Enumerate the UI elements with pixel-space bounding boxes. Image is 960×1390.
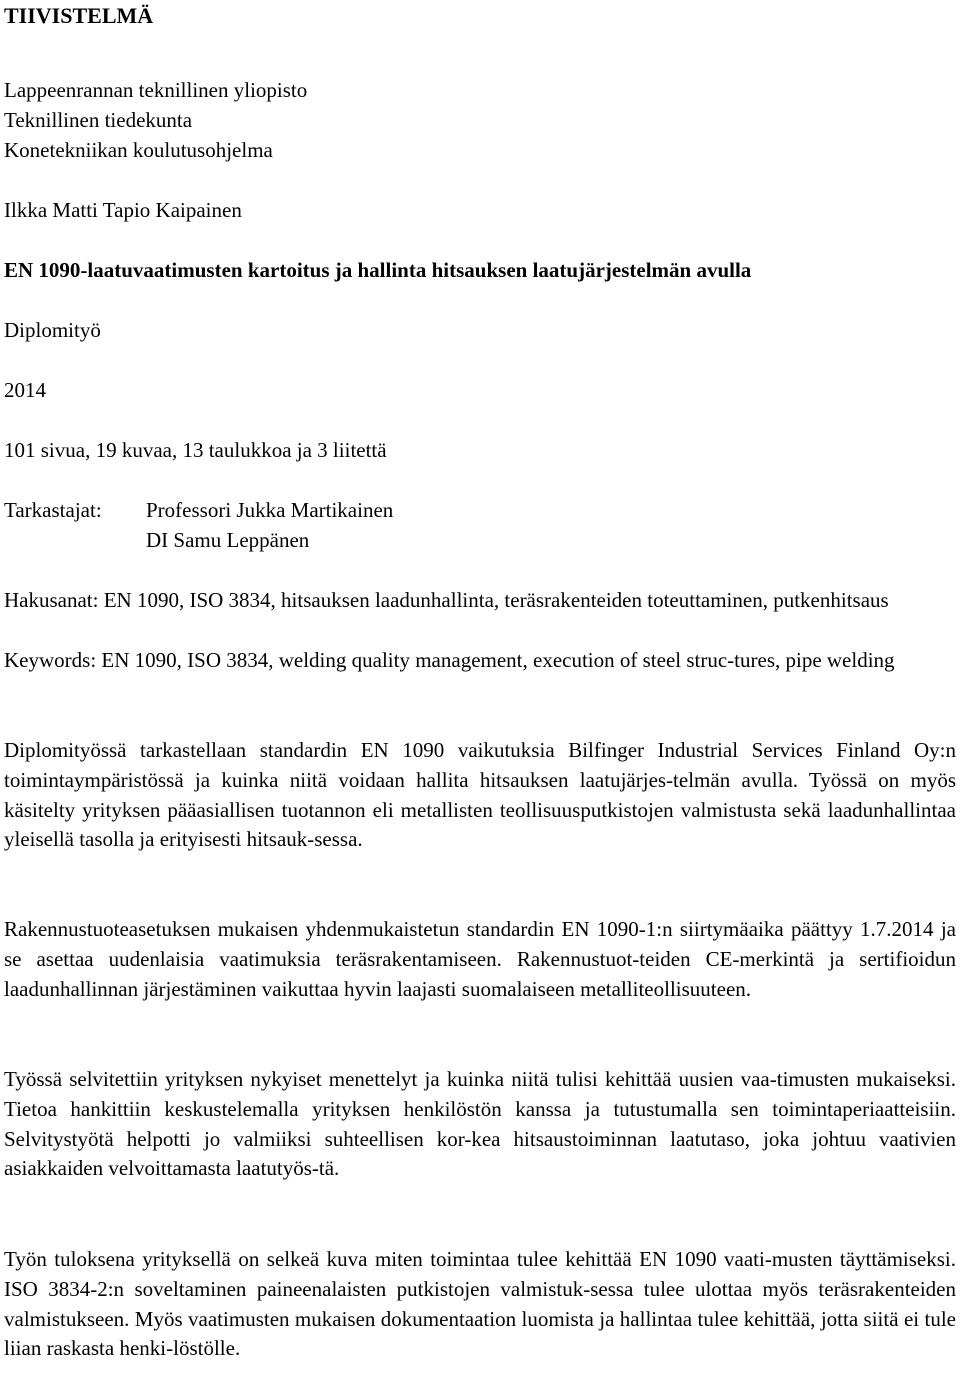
faculty-name: Teknillinen tiedekunta	[4, 108, 193, 132]
abstract-paragraph: Työn tuloksena yrityksellä on selkeä kuva miten toimintaa tulee kehittää EN 1090 vaati-musten täyttämiseksi. ISO 3834-2:n soveltaminen paineenalaisten putkistojen valmistuk-sessa tulee ulottaa myös teräsrakenteiden valmistukseen. Myös vaatimusten mukaisen dokumentaation luomista ja hallintaa tulee kehittää, jotta siitä ei tule liian raskasta henki-löstölle.	[4, 1247, 956, 1361]
thesis-type: Diplomityö	[4, 318, 101, 342]
thesis-year: 2014	[4, 378, 46, 402]
programme-name: Konetekniikan koulutusohjelma	[4, 138, 273, 162]
thesis-extent: 101 sivua, 19 kuvaa, 13 taulukkoa ja 3 liitettä	[4, 438, 387, 462]
reviewers-label: Tarkastajat:	[4, 498, 102, 522]
reviewer-name: DI Samu Leppänen	[146, 528, 310, 552]
thesis-title: EN 1090-laatuvaatimusten kartoitus ja hallinta hitsauksen laatujärjestelmän avulla	[4, 258, 752, 282]
abstract-paragraph: Työssä selvitettiin yrityksen nykyiset menettelyt ja kuinka niitä tulisi kehittää uusien vaa-timusten mukaiseksi. Tietoa hankittiin keskustelemalla yrityksen henkilöstön kanssa ja tutustumalla sen toimintaperiaatteisiin. Selvitystyötä helpotti jo valmiiksi suhteellisen kor-kea hitsaustoiminnan laatutaso, joka johtuu vaativien asiakkaiden velvoittamasta laatutyös-tä.	[4, 1067, 956, 1181]
english-keywords: Keywords: EN 1090, ISO 3834, welding quality management, execution of steel struc-tures, pipe welding	[4, 648, 895, 672]
reviewer-name: Professori Jukka Martikainen	[146, 498, 394, 522]
abstract-paragraph: Diplomityössä tarkastellaan standardin EN 1090 vaikutuksia Bilfinger Industrial Services Finland Oy:n toimintaympäristössä ja kuinka niitä voidaan hallita hitsauksen laatujärjes-telmän avulla. Työssä on myös käsitelty yrityksen pääasiallisen tuotannon eli metallisten teollisuusputkistojen valmistusta sekä laadunhallintaa yleisellä tasolla ja erityisesti hitsauk-sessa.	[4, 738, 956, 852]
hakusanat-keywords: Hakusanat: EN 1090, ISO 3834, hitsauksen laadunhallinta, teräsrakenteiden toteuttaminen, putkenhitsaus	[4, 588, 889, 612]
abstract-paragraph: Rakennustuoteasetuksen mukaisen yhdenmukaistetun standardin EN 1090-1:n siirtymäaika päättyy 1.7.2014 ja se asettaa uudenlaisia vaatimuksia teräsrakentamiseen. Rakennustuot-teiden CE-merkintä ja sertifioidun laadunhallinnan järjestäminen vaikuttaa hyvin laajasti suomalaiseen metalliteollisuuteen.	[4, 917, 956, 1001]
page-heading: TIIVISTELMÄ	[4, 3, 154, 28]
university-name: Lappeenrannan teknillinen yliopisto	[4, 78, 308, 102]
author-name: Ilkka Matti Tapio Kaipainen	[4, 198, 242, 222]
